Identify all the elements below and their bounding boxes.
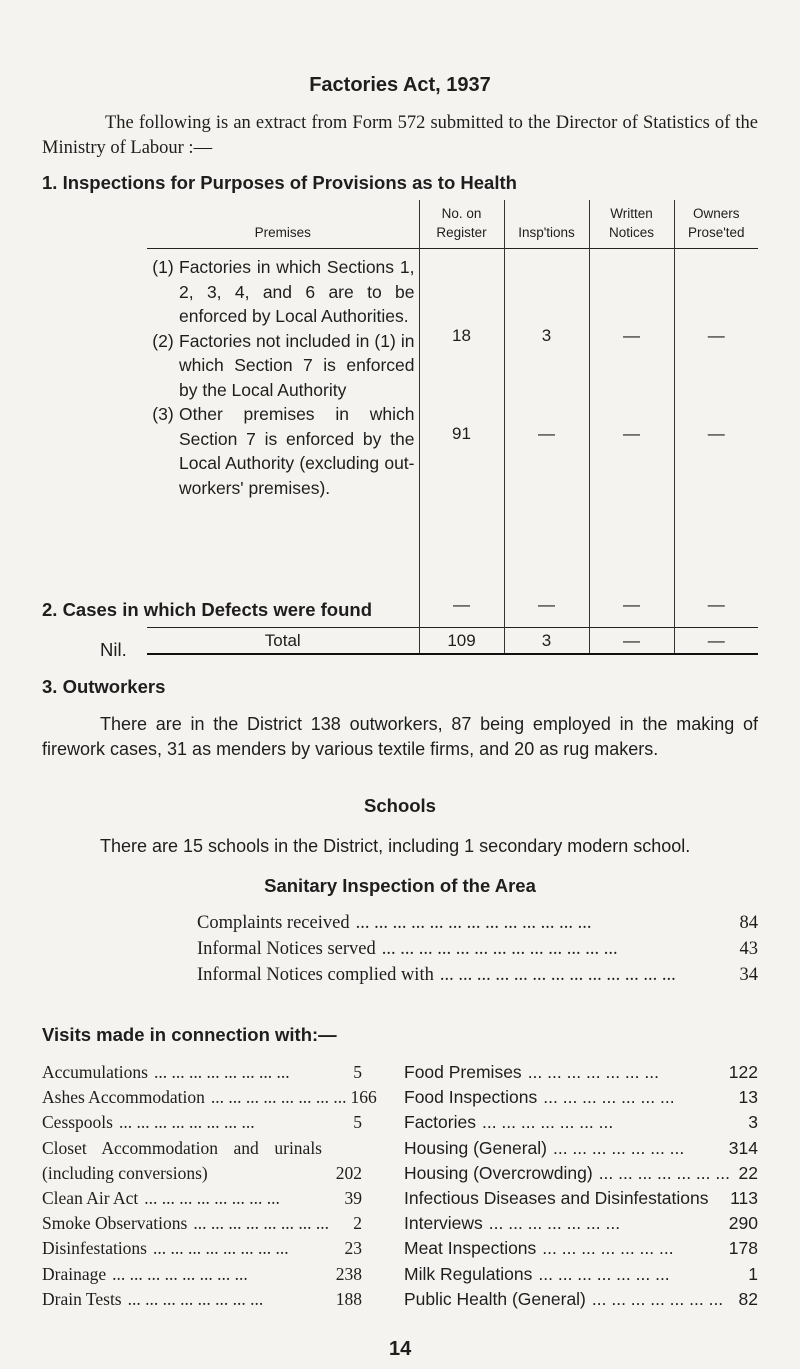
leader-dots: ... ... ... ... ... ... ... ... [210, 1087, 347, 1108]
item-label: Informal Notices complied with [197, 965, 434, 985]
item-value: 2 [353, 1213, 362, 1234]
premises-number: (3) [152, 404, 174, 424]
schools-text: There are 15 schools in the District, including 1 secondary modern school. [100, 836, 691, 856]
prosecuted-value: — [707, 424, 725, 443]
item-label: Food Premises [404, 1062, 522, 1082]
list-item [404, 1186, 758, 1211]
item-label: Disinfestations [42, 1238, 147, 1259]
premises-text: Factories not included in (1) in which Section 7 is enforced by the Local Authority [179, 330, 415, 400]
leader-dots: ... ... ... ... ... ... ... [598, 1162, 730, 1183]
item-label: Informal Notices served [197, 939, 376, 959]
leader-dots: ... ... ... ... ... ... ... [552, 1137, 685, 1158]
total-register: 109 [419, 628, 504, 655]
item-label: Clean Air Act [42, 1188, 139, 1209]
table-header-row [147, 200, 758, 249]
item-value: 113 [730, 1188, 758, 1209]
prosecuted-value: — [707, 326, 725, 345]
notices-value: — [623, 595, 640, 614]
item-value: 43 [739, 939, 758, 959]
register-value: 91 [452, 424, 471, 443]
premises-text: Other premises in which Section 7 is enforced by the Local Authority (excluding out-workers' premises). [179, 404, 415, 498]
column-header-register: No. on Register [419, 200, 504, 249]
list-item [197, 910, 758, 936]
register-value: 18 [452, 326, 471, 345]
item-label: Public Health (General) [404, 1288, 586, 1309]
item-label: Drainage [42, 1263, 107, 1284]
sanitary-heading: Sanitary Inspection of the Area [264, 875, 536, 896]
column-header-prosecuted: Owners Prose'ted [674, 200, 758, 249]
premises-item-3 [147, 402, 419, 500]
prosecuted-cell [674, 249, 758, 628]
list-item [404, 1060, 758, 1085]
leader-dots: ... ... ... ... ... ... ... [527, 1062, 659, 1082]
register-cell [419, 249, 504, 628]
schools-heading: Schools [364, 795, 436, 816]
leader-dots: ... ... ... ... ... ... ... ... [118, 1112, 255, 1133]
item-value: 314 [728, 1137, 758, 1158]
prosecuted-value: — [707, 595, 725, 614]
total-label: Total [147, 628, 419, 655]
item-value: 84 [739, 913, 758, 933]
leader-dots: ... ... ... ... ... ... ... [538, 1263, 670, 1284]
item-value: 22 [738, 1162, 758, 1183]
item-label: Interviews [404, 1213, 483, 1234]
total-notices: — [589, 628, 674, 655]
leader-dots: ... ... ... ... ... ... ... [543, 1087, 675, 1108]
item-label: Housing (General) [404, 1137, 547, 1158]
inspections-table [147, 200, 758, 655]
list-item [42, 1060, 362, 1085]
visits-right-list [404, 1060, 758, 1312]
leader-dots: ... ... ... ... ... ... ... ... ... ... ... ... ... [355, 913, 592, 933]
item-value: 178 [728, 1238, 758, 1259]
list-item [197, 936, 758, 962]
item-label: Accumulations [42, 1062, 148, 1082]
list-item [404, 1085, 758, 1110]
leader-dots: ... ... ... ... ... ... ... ... ... ... ... ... ... [381, 939, 618, 959]
leader-dots: ... ... ... ... ... ... ... [542, 1238, 674, 1259]
item-value: 39 [344, 1188, 362, 1209]
inspections-value: — [538, 424, 555, 443]
item-label: Milk Regulations [404, 1263, 533, 1284]
leader-dots: ... ... ... ... ... ... ... [488, 1213, 621, 1234]
premises-item-1 [147, 255, 419, 329]
list-item [404, 1161, 758, 1186]
section3-heading: 3. Outworkers [42, 676, 166, 697]
item-value: 23 [344, 1238, 362, 1259]
list-item [42, 1110, 362, 1135]
visits-left-list [42, 1060, 377, 1312]
list-item [42, 1236, 362, 1261]
list-item [404, 1136, 758, 1161]
section3-text: There are in the District 138 outworkers, 87 being employed in the making of firework cases, 31 as menders by various textile firms, and 20 as rug makers. [42, 714, 758, 759]
table-row [147, 249, 758, 628]
leader-dots: ... ... ... ... ... ... ... ... [153, 1062, 290, 1082]
item-value: 1 [748, 1263, 758, 1284]
item-value: 166 [350, 1087, 377, 1108]
inspections-cell [504, 249, 589, 628]
list-item [197, 962, 758, 988]
leader-dots: ... ... ... ... ... ... ... ... [193, 1213, 329, 1234]
item-label: Infectious Diseases and Disinfestations [404, 1188, 709, 1209]
item-value: 122 [728, 1062, 758, 1082]
leader-dots: ... ... ... ... ... ... ... [591, 1288, 724, 1309]
visits-heading: Visits made in connection with:— [42, 1024, 337, 1045]
list-item [42, 1085, 377, 1110]
premises-number: (1) [152, 257, 174, 277]
register-value: — [453, 595, 470, 614]
list-item [42, 1262, 362, 1287]
list-item [42, 1287, 362, 1312]
list-item [404, 1211, 758, 1236]
list-item [42, 1211, 362, 1236]
item-value: 202 [335, 1162, 362, 1183]
item-value: 5 [353, 1062, 362, 1082]
notices-value: — [623, 424, 640, 443]
item-label: Factories [404, 1112, 476, 1133]
column-header-premises: Premises [254, 225, 311, 240]
item-value: 3 [748, 1112, 758, 1133]
item-value: 188 [335, 1288, 362, 1309]
item-value: 5 [353, 1112, 362, 1133]
intro-paragraph: The following is an extract from Form 572 submitted to the Director of Statistics of the Ministry of Labour :— [42, 113, 758, 158]
page-number: 14 [389, 1338, 412, 1360]
leader-dots: ... ... ... ... ... ... ... [481, 1112, 614, 1133]
premises-item-2 [147, 329, 419, 403]
item-label: Drain Tests [42, 1288, 122, 1309]
list-item [42, 1186, 362, 1211]
item-label: Complaints received [197, 913, 350, 933]
item-value: 13 [738, 1087, 758, 1108]
total-row [147, 628, 758, 655]
premises-number: (2) [152, 330, 174, 351]
item-value: 82 [738, 1288, 758, 1309]
total-prosecuted: — [674, 628, 758, 655]
inspections-value: — [538, 595, 555, 614]
list-item [404, 1110, 758, 1135]
notices-value: — [623, 326, 640, 345]
list-item [42, 1136, 362, 1186]
item-value: 238 [335, 1263, 362, 1284]
column-header-inspections: Insp'tions [504, 200, 589, 249]
leader-dots: ... ... ... ... ... ... ... ... [127, 1288, 264, 1309]
page-title: Factories Act, 1937 [309, 74, 491, 96]
leader-dots: ... ... ... ... ... ... ... ... [153, 1238, 289, 1259]
list-item [404, 1236, 758, 1261]
item-label: Ashes Accommodation [42, 1087, 205, 1108]
section1-heading: 1. Inspections for Purposes of Provisions as to Health [42, 172, 517, 193]
notices-cell [589, 249, 674, 628]
sanitary-list [197, 910, 758, 988]
item-label: Closet Accommodation and urinals (including conversions) [42, 1137, 322, 1183]
item-label: Housing (Overcrowding) [404, 1162, 593, 1183]
item-label: Meat Inspections [404, 1238, 537, 1259]
premises-text: Factories in which Sections 1, 2, 3, 4, and 6 are to be enforced by Local Authorities. [179, 257, 415, 326]
section2-heading: 2. Cases in which Defects were found [42, 599, 373, 620]
list-item [404, 1262, 758, 1287]
section2-text: Nil. [100, 639, 127, 660]
inspections-value: 3 [541, 326, 552, 345]
item-label: Cesspools [42, 1112, 113, 1133]
item-label: Food Inspections [404, 1087, 538, 1108]
premises-cell [147, 249, 419, 628]
leader-dots: ... ... ... ... ... ... ... ... [112, 1263, 248, 1284]
leader-dots: ... ... ... ... ... ... ... ... ... ... ... ... ... [439, 965, 676, 985]
column-header-notices: Written Notices [589, 200, 674, 249]
total-inspections: 3 [504, 628, 589, 655]
item-value: 34 [739, 965, 758, 985]
leader-dots: ... ... ... ... ... ... ... ... [144, 1188, 280, 1209]
item-value: 290 [728, 1213, 758, 1234]
item-label: Smoke Observations [42, 1213, 188, 1234]
list-item [404, 1287, 758, 1312]
